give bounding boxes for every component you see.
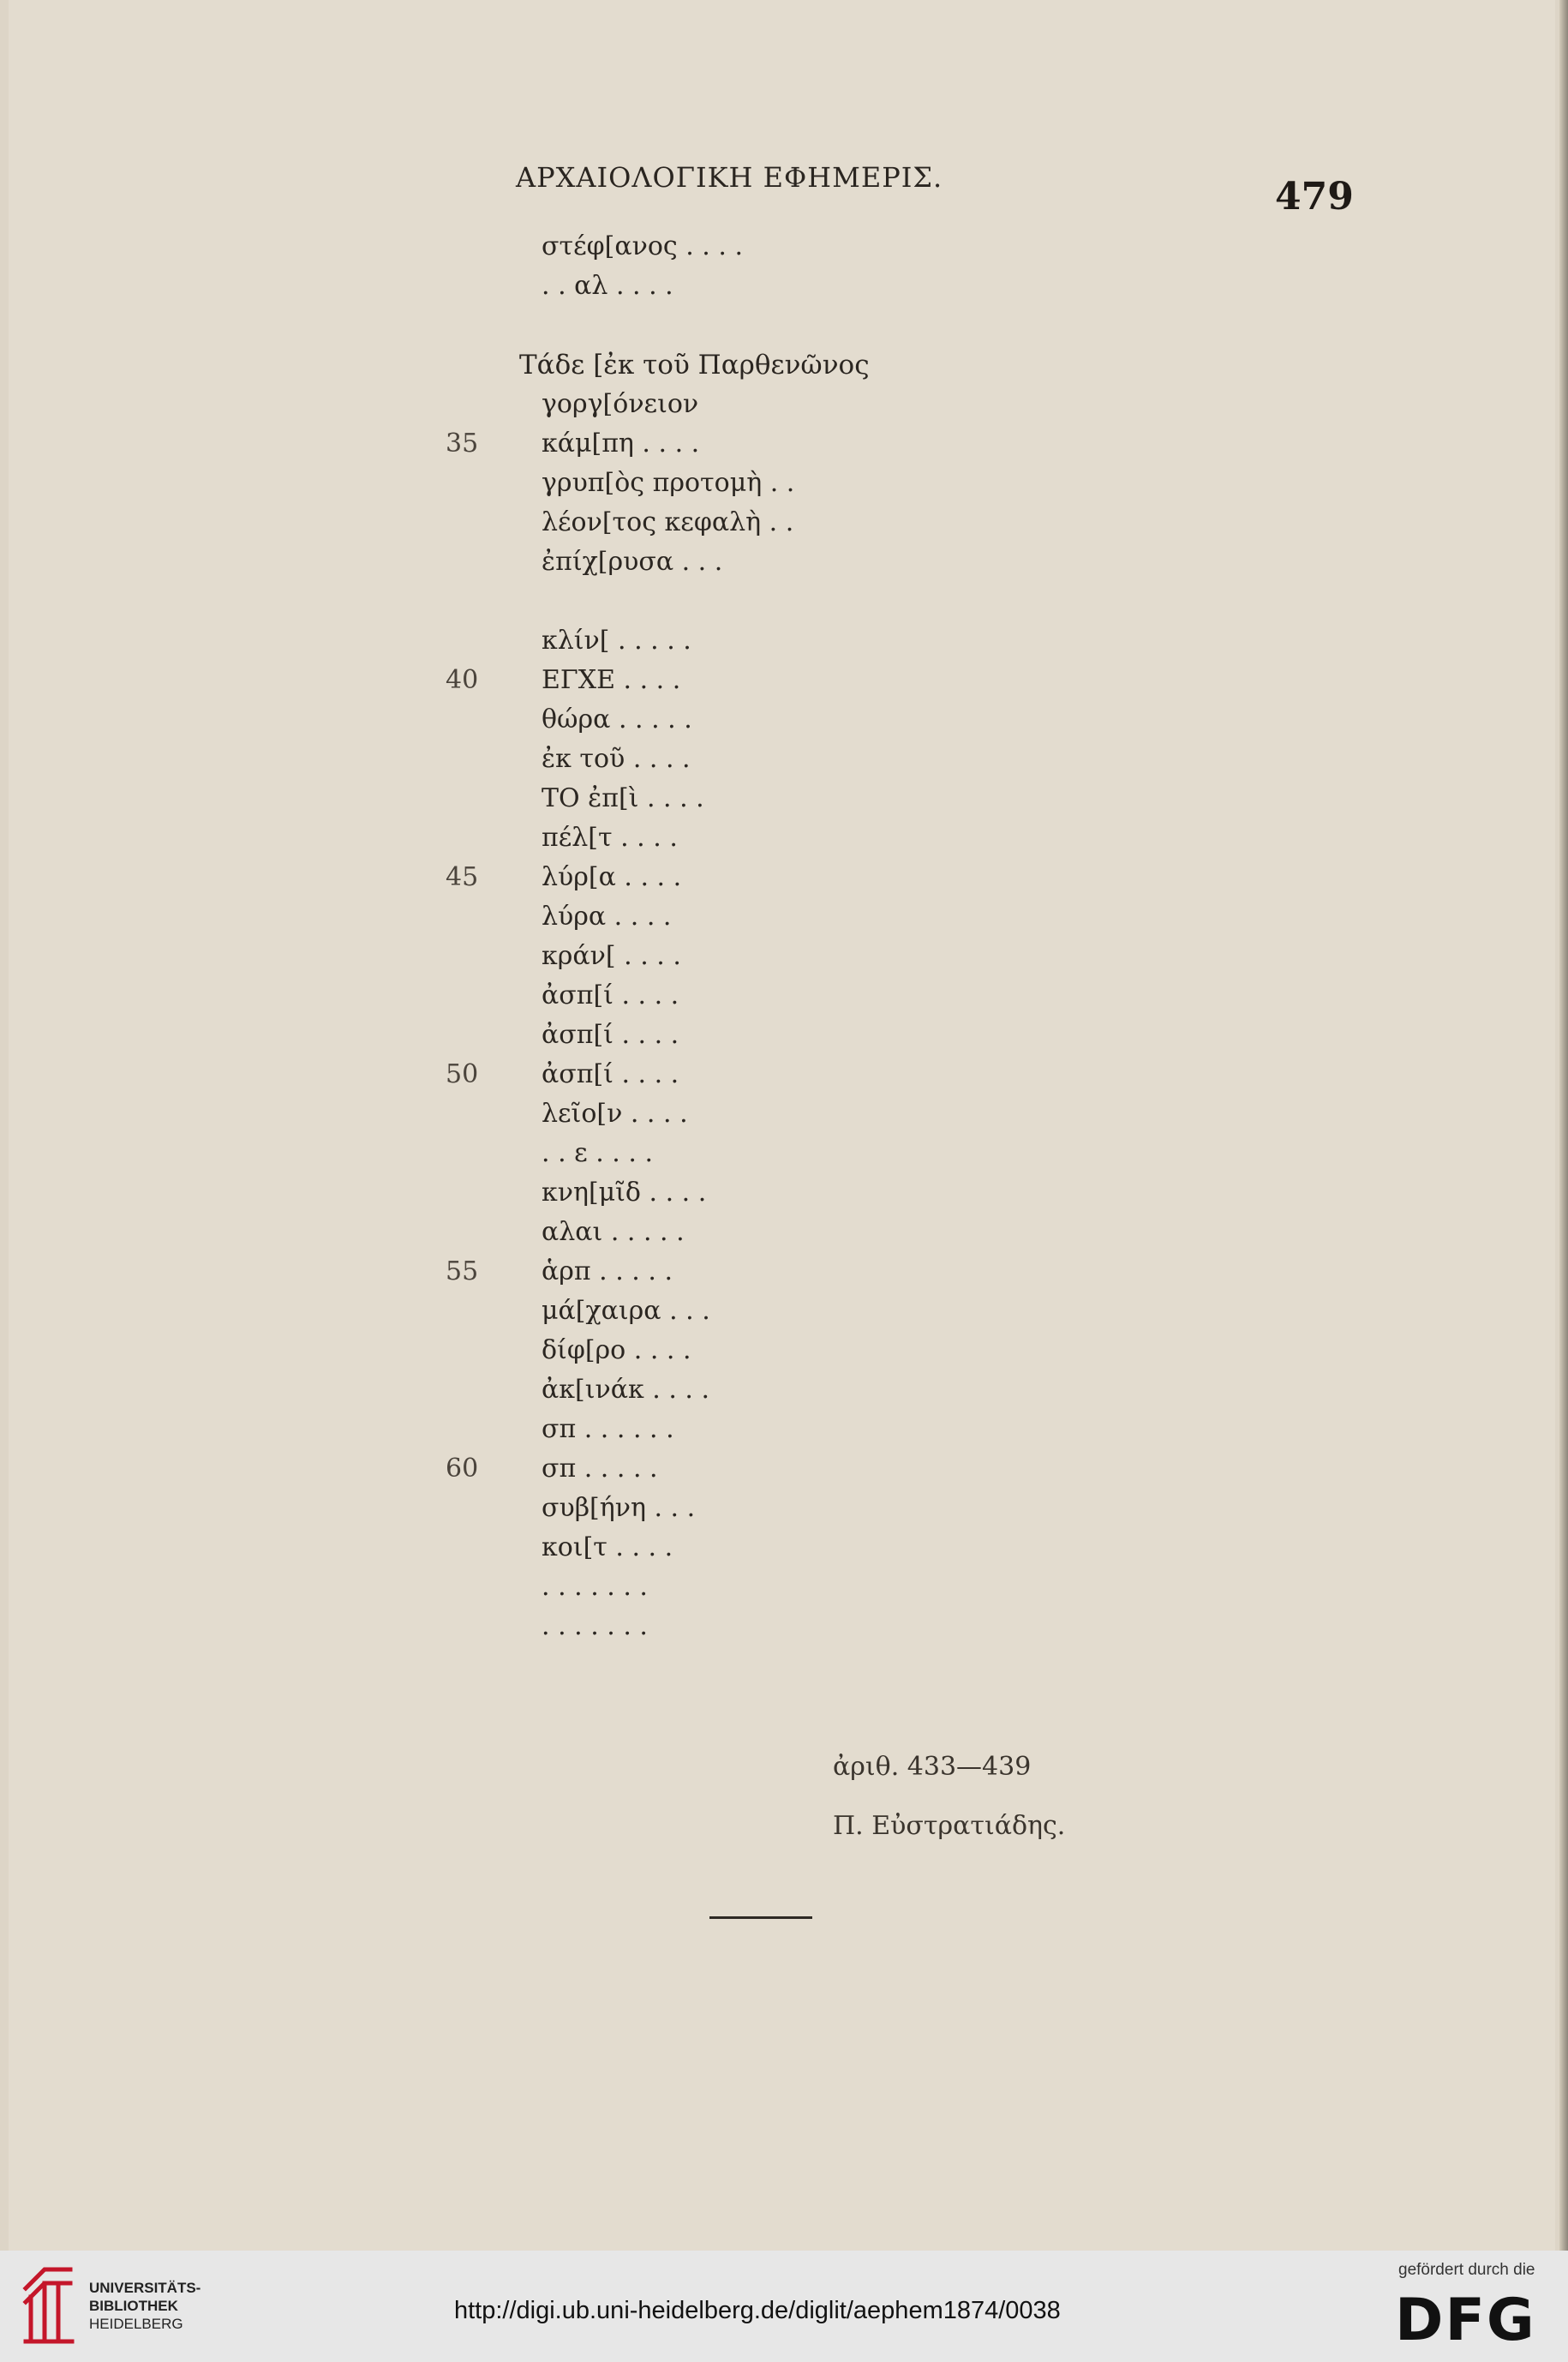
line-text: μά[χαιρα . . . <box>542 1296 710 1326</box>
inscription-line <box>9 740 1555 778</box>
line-text: κοι[τ . . . . <box>542 1532 673 1562</box>
line-text: . . αλ . . . . <box>542 271 673 301</box>
permalink-url[interactable]: http://digi.ub.uni-heidelberg.de/diglit/aephem1874/0038 <box>454 2297 1061 2324</box>
line-text: σπ . . . . . <box>542 1454 658 1484</box>
inscription-line <box>9 583 1555 620</box>
inscription-line <box>9 1056 1555 1094</box>
running-header-title: ΑΡΧΑΙΟΛΟΓΙΚΗ ΕΦΗΜΕΡΙΣ. <box>516 161 943 194</box>
library-name-line-3: HEIDELBERG <box>89 2316 183 2332</box>
inscription-line <box>9 701 1555 739</box>
line-number: 60 <box>446 1454 479 1484</box>
line-text: πέλ[τ . . . . <box>542 823 678 853</box>
inscription-line <box>9 1292 1555 1330</box>
ub-heidelberg-logo-icon <box>19 2263 77 2347</box>
inscription-line <box>9 1253 1555 1291</box>
line-text: γρυπ[ὸς προτομὴ . . <box>542 468 795 498</box>
inscription-line <box>9 819 1555 857</box>
inscription-line <box>9 1135 1555 1172</box>
line-number: 35 <box>446 429 479 459</box>
inscription-line <box>9 504 1555 542</box>
inscription-line <box>9 1608 1555 1646</box>
inscription-line <box>9 1411 1555 1448</box>
line-text: ἀκ[ινάκ . . . . <box>542 1375 710 1405</box>
line-text: θώρα . . . . . <box>542 704 692 734</box>
inscription-line <box>9 386 1555 423</box>
line-text: . . . . . . . <box>542 1611 648 1641</box>
line-text: συβ[ήνη . . . <box>542 1493 696 1523</box>
line-text: σπ . . . . . . <box>542 1414 674 1444</box>
line-text: ἀσπ[ί . . . . <box>542 980 679 1010</box>
reference-numbers: ἀριθ. 433—439 <box>833 1752 1032 1782</box>
inscription-line <box>9 228 1555 266</box>
inscription-line <box>9 1214 1555 1251</box>
library-name-line-2: BIBLIOTHEK <box>89 2298 178 2314</box>
line-text: ἁρπ . . . . . <box>542 1256 673 1286</box>
line-text: ἐκ τοῦ . . . . <box>542 744 691 774</box>
line-text: ἐπίχ[ρυσα . . . <box>542 547 723 577</box>
line-text: στέφ[ανος . . . . <box>542 231 743 261</box>
inscription-text <box>9 0 1555 2251</box>
line-text: αλαι . . . . . <box>542 1217 685 1247</box>
inscription-line <box>9 780 1555 818</box>
line-number: 40 <box>446 665 479 695</box>
line-number: 45 <box>446 862 479 892</box>
inscription-line <box>9 622 1555 660</box>
line-text: λεῖο[ν . . . . <box>542 1099 688 1129</box>
inscription-line <box>9 1568 1555 1606</box>
inscription-line <box>9 346 1555 384</box>
library-name-line-1: UNIVERSITÄTS- <box>89 2280 201 2296</box>
line-text: λέον[τος κεφαλὴ . . <box>542 507 794 537</box>
inscription-line <box>9 898 1555 936</box>
end-rule-divider <box>709 1916 812 1919</box>
inscription-line <box>9 1332 1555 1370</box>
line-text: ἀσπ[ί . . . . <box>542 1059 679 1089</box>
line-text: κνη[μῖδ . . . . <box>542 1178 707 1208</box>
line-text: κάμ[πη . . . . <box>542 429 700 459</box>
line-text: λύρα . . . . <box>542 902 672 932</box>
digitization-footer <box>0 2251 1568 2362</box>
book-page <box>9 0 1555 2251</box>
inscription-line <box>9 859 1555 896</box>
funded-by-label: gefördert durch die <box>1398 2261 1535 2279</box>
line-text: ΤΟ ἐπ[ὶ . . . . <box>542 783 704 813</box>
line-text: ΕΓΧΕ . . . . <box>542 665 681 695</box>
inscription-line <box>9 1371 1555 1409</box>
line-text: δίφ[ρο . . . . <box>542 1335 691 1365</box>
page-number: 479 <box>1275 175 1354 219</box>
line-text: κράν[ . . . . <box>542 941 681 971</box>
dfg-logo: DFG <box>1395 2287 1536 2354</box>
line-number: 55 <box>446 1256 479 1286</box>
inscription-line <box>9 1529 1555 1567</box>
page-edge-shadow <box>1559 0 1568 2251</box>
line-text: Τάδε [ἐκ τοῦ Παρθενῶνος <box>519 350 870 381</box>
inscription-line <box>9 307 1555 345</box>
inscription-line <box>9 1016 1555 1054</box>
line-text: . . . . . . . <box>542 1572 648 1602</box>
line-text: . . ε . . . . <box>542 1138 653 1168</box>
inscription-line <box>9 1095 1555 1133</box>
inscription-line <box>9 1174 1555 1212</box>
inscription-line <box>9 267 1555 305</box>
inscription-line <box>9 977 1555 1015</box>
line-text: γοργ[όνειον <box>542 389 699 419</box>
inscription-line <box>9 1490 1555 1527</box>
author-signature: Π. Εὐστρατιάδης. <box>833 1811 1066 1841</box>
inscription-line <box>9 662 1555 699</box>
inscription-line <box>9 543 1555 581</box>
inscription-line <box>9 1450 1555 1488</box>
inscription-line <box>9 465 1555 502</box>
line-text: ἀσπ[ί . . . . <box>542 1020 679 1050</box>
line-number: 50 <box>446 1059 479 1089</box>
line-text: λύρ[α . . . . <box>542 862 682 892</box>
line-text: κλίν[ . . . . . <box>542 626 691 656</box>
inscription-line <box>9 938 1555 975</box>
inscription-line <box>9 425 1555 463</box>
